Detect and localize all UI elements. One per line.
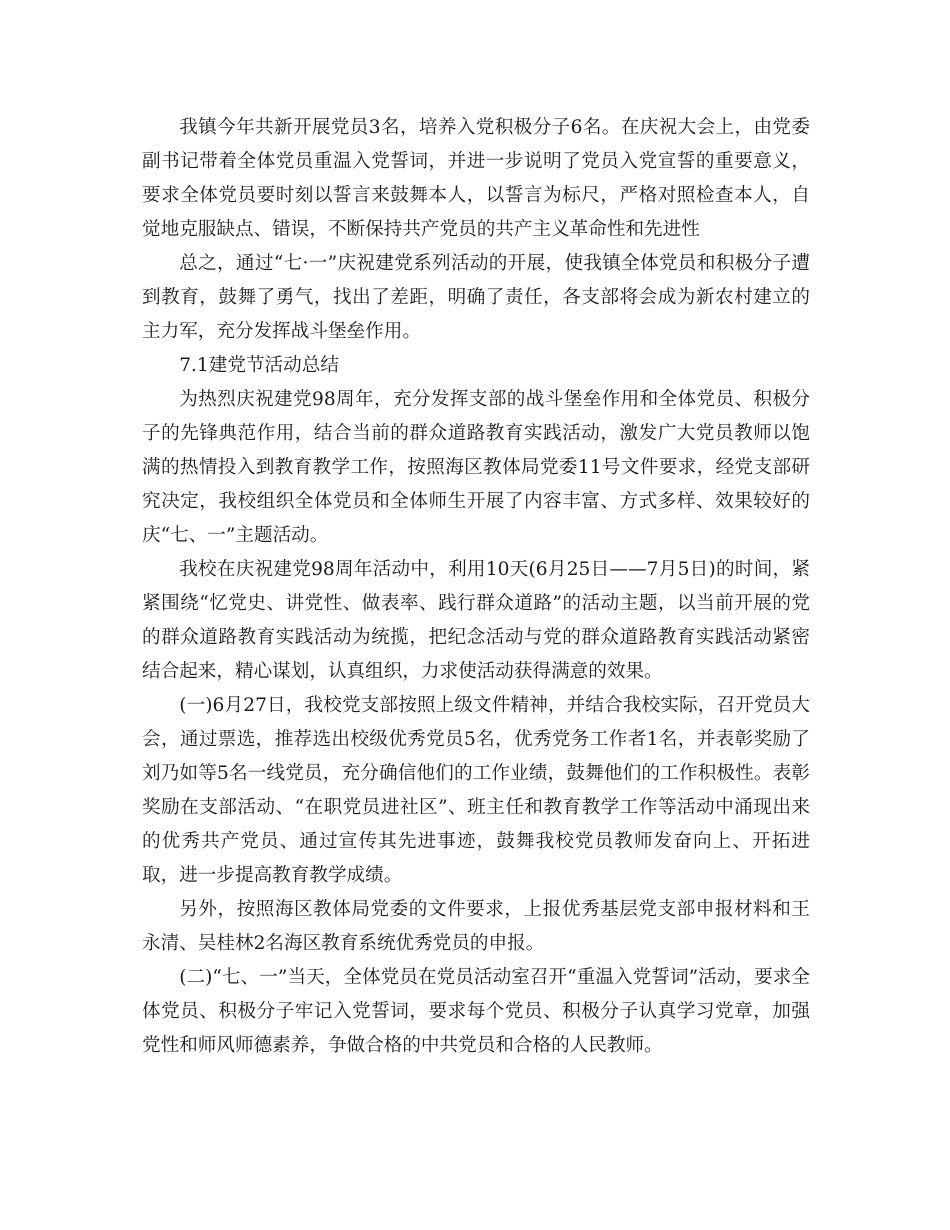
- paragraph-item-two: (二)“七、一”当天，全体党员在党员活动室召开“重温入党誓词”活动，要求全体党员、积极分子牢记入党誓词，要求每个党员、积极分子认真学习党章，加强党性和师风师德素养，争做合格的中共党员和合格的人民教师。: [142, 967, 810, 1056]
- paragraph-summary: 总之，通过“七·一”庆祝建党系列活动的开展，使我镇全体党员和积极分子遭到教育，鼓舞了勇气，找出了差距，明确了责任，各支部将会成为新农村建立的主力军，充分发挥战斗堡垒作用。: [142, 253, 810, 342]
- document-body: [142, 111, 810, 1063]
- paragraph-activity-period: 我校在庆祝建党98周年活动中，利用10天(6月25日——7月5日)的时间，紧紧围绕“忆党史、讲党性、做表率、践行群众道路”的活动主题，以当前开展的党的群众道路教育实践活动为统揽，把纪念活动与党的群众道路教育实践活动紧密结合起来，精心谋划，认真组织，力求使活动获得满意的效果。: [142, 559, 810, 682]
- paragraph-intro: 为热烈庆祝建党98周年，充分发挥支部的战斗堡垒作用和全体党员、积极分子的先锋典范作用，结合当前的群众道路教育实践活动，激发广大党员教师以饱满的热情投入到教育教学工作，按照海区教体局党委11号文件要求，经党支部研究决定，我校组织全体党员和全体师生开展了内容丰富、方式多样、效果较好的庆“七、一”主题活动。: [142, 389, 810, 546]
- paragraph-additional: 另外，按照海区教体局党委的文件要求，上报优秀基层党支部申报材料和王永清、吴桂林2名海区教育系统优秀党员的申报。: [142, 899, 810, 954]
- section-heading: 7.1建党节活动总结: [179, 355, 339, 376]
- paragraph-new-members: 我镇今年共新开展党员3名，培养入党积极分子6名。在庆祝大会上，由党委副书记带着全体党员重温入党誓词，并进一步说明了党员入党宣誓的重要意义，要求全体党员要时刻以誓言来鼓舞本人，以誓言为标尺，严格对照检查本人，自觉地克服缺点、错误，不断保持共产党员的共产主义革命性和先进性: [142, 117, 810, 240]
- paragraph-item-one: (一)6月27日，我校党支部按照上级文件精神，并结合我校实际，召开党员大会，通过票选，推荐选出校级优秀党员5名，优秀党务工作者1名，并表彰奖励了刘乃如等5名一线党员，充分确信他们的工作业绩，鼓舞他们的工作积极性。表彰奖励在支部活动、“在职党员进社区”、班主任和教育教学工作等活动中涌现出来的优秀共产党员、通过宣传其先进事迹，鼓舞我校党员教师发奋向上、开拓进取，进一步提高教育教学成绩。: [142, 695, 810, 886]
